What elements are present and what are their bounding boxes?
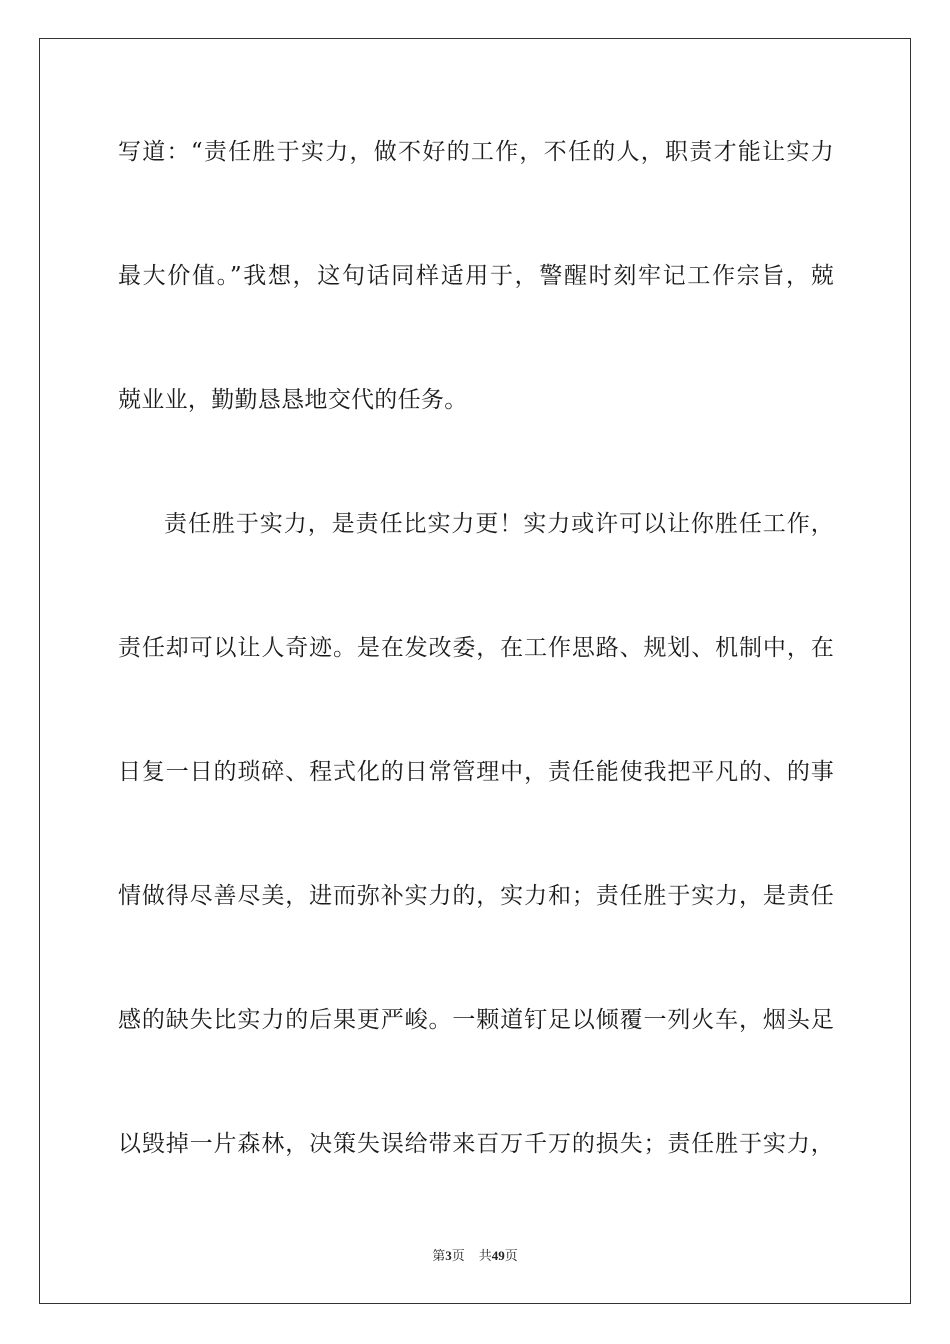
page-border <box>39 38 911 1304</box>
page-footer <box>0 1247 950 1265</box>
page-number: 3 <box>445 1248 452 1263</box>
text-line-4: 责任胜于实力，是责任比实力更！实力或许可以让你胜任工作， <box>164 511 834 537</box>
text-line-5: 责任却可以让人奇迹。是在发改委，在工作思路、规划、机制中，在 <box>118 635 834 661</box>
total-label-suffix: 页 <box>504 1248 518 1263</box>
total-pages: 49 <box>491 1248 505 1263</box>
page-label-suffix: 页 <box>451 1248 465 1263</box>
text-line-9: 以毁掉一片森林，决策失误给带来百万千万的损失；责任胜于实力， <box>118 1131 834 1157</box>
page-label-prefix: 第 <box>432 1248 446 1263</box>
text-line-8: 感的缺失比实力的后果更严峻。一颗道钉足以倾覆一列火车，烟头足 <box>118 1007 834 1033</box>
text-line-3: 兢业业，勤勤恳恳地交代的任务。 <box>118 387 468 413</box>
text-line-6: 日复一日的琐碎、程式化的日常管理中，责任能使我把平凡的、的事 <box>118 759 834 785</box>
text-line-1: 写道：“责任胜于实力，做不好的工作，不任的人，职责才能让实力 <box>118 139 834 165</box>
text-line-2: 最大价值。”我想，这句话同样适用于，警醒时刻牢记工作宗旨，兢 <box>118 263 834 289</box>
text-line-7: 情做得尽善尽美，进而弥补实力的，实力和；责任胜于实力，是责任 <box>118 883 834 909</box>
total-label-prefix: 共 <box>478 1248 492 1263</box>
